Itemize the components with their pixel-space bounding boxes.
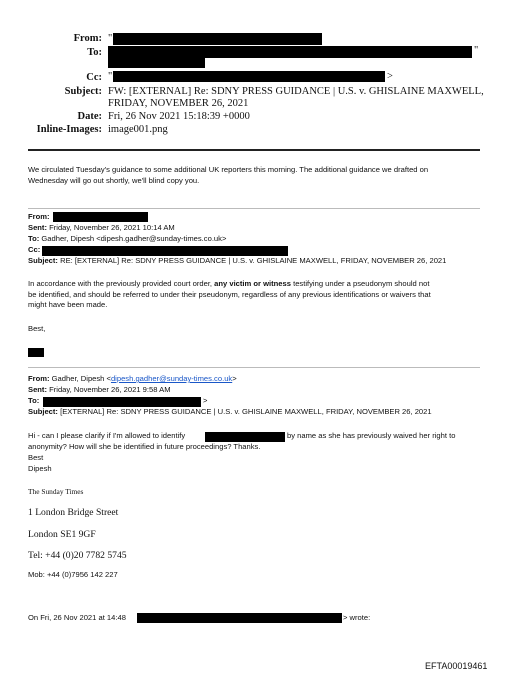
signature-org: The Sunday Times [28,487,84,496]
msg2-from-name: Gadher, Dipesh < [51,374,111,383]
header-from-label: From: [73,33,102,44]
quote-prefix: On Fri, 26 Nov 2021 at 14:48 [28,613,126,622]
msg2-to-row [28,396,39,407]
header-subject-label: Subject: [64,86,102,97]
msg2-to-label: To: [28,396,40,405]
msg1-to-row [28,234,226,245]
header-inline-images-value: image001.png [108,124,168,135]
header-inline-images-label: Inline-Images: [36,124,102,135]
msg1-cc-label: Cc: [28,245,41,254]
msg1-body-text-a: In accordance with the previously provided court order, [28,279,215,288]
msg1-body-line-2: be identified, and should be referred to under their pseudonym, regardless of any previous identifications or waivers that [28,289,431,299]
msg1-body-emphasis: any victim or witness [214,279,291,288]
header-subject-line2: FRIDAY, NOVEMBER 26, 2021 [108,98,249,109]
intro-line-2: Wednesday will go out shortly, we'll blind copy you. [28,175,200,185]
header-date-value: Fri, 26 Nov 2021 15:18:39 +0000 [108,111,250,122]
msg2-body-line-2: anonymity? How will she be identified in future proceedings? Thanks. [28,442,261,451]
msg1-body [28,279,483,311]
msg1-to-value: Gadher, Dipesh <dipesh.gadher@sunday-times.co.uk> [41,234,227,243]
msg1-to-label: To: [28,234,40,243]
msg2-subject-row [28,407,432,418]
header-subject-line1: FW: [EXTERNAL] Re: SDNY PRESS GUIDANCE | U.S. v. GHISLAINE MAXWELL, [108,86,484,97]
redaction-from [113,33,322,45]
msg1-body-line-1 [28,279,483,290]
header-cc-label: Cc: [86,72,102,83]
msg2-sent-value: Friday, November 26, 2021 9:58 AM [49,385,171,394]
msg2-body-line-1a: Hi - can I please clarify if I'm allowed to identify [28,431,186,440]
header-to-label: To: [87,47,102,58]
header-cc-suffix: > [387,71,393,82]
msg1-sent-label: Sent: [28,223,47,232]
signature-address-1: 1 London Bridge Street [28,507,119,518]
msg1-closing: Best, [28,324,46,333]
redaction-to-2 [108,58,205,68]
msg2-best: Best [28,453,44,462]
msg1-cc-row [28,245,40,256]
header-to-suffix: " [474,45,479,56]
redaction-msg1-signature [28,348,44,357]
message2-divider [28,367,480,368]
redaction-msg1-cc [42,246,288,256]
msg2-subject-value: [EXTERNAL] Re: SDNY PRESS GUIDANCE | U.S. v. GHISLAINE MAXWELL, FRIDAY, NOVEMBER 26, 2021 [60,407,432,416]
msg2-subject-label: Subject: [28,407,58,416]
redaction-quote-sender [137,613,342,623]
redaction-msg2-name [205,432,285,442]
header-cc-prefix: " [108,71,113,82]
redaction-msg1-from [53,212,148,222]
header-from-prefix: " [108,33,113,44]
msg1-subject-row [28,256,446,267]
msg2-name: Dipesh [28,464,52,473]
intro-paragraph [28,165,483,186]
msg2-body-line-1b: by name as she has previously waived her right to [287,431,456,440]
signature-mob: Mob: +44 (0)7956 142 227 [28,570,118,579]
msg1-from-row [28,212,50,223]
redaction-cc [113,71,385,82]
redaction-msg2-to [43,397,201,407]
msg1-subject-label: Subject: [28,256,58,265]
redaction-to-1 [108,46,472,58]
message1-divider [28,208,480,209]
intro-line-1: We circulated Tuesday's guidance to some additional UK reporters this morning. The additional guidance we drafted on [28,165,429,174]
msg2-from-close: > [232,374,237,383]
document-id: EFTA00019461 [425,661,488,671]
msg1-from-label: From: [28,212,50,221]
signature-address-2: London SE1 9GF [28,529,96,540]
msg2-from-row [28,374,237,385]
msg2-from-email-link[interactable]: dipesh.gadher@sunday-times.co.uk [110,374,233,383]
msg1-sent-value: Friday, November 26, 2021 10:14 AM [49,223,175,232]
msg1-sent-row [28,223,175,234]
signature-tel: Tel: +44 (0)20 7782 5745 [28,550,127,561]
msg2-from-label: From: [28,374,50,383]
msg2-sent-row [28,385,171,396]
msg1-body-text-b: testifying under a pseudonym should not [290,279,430,288]
msg1-body-line-3: might have been made. [28,300,108,310]
header-divider [28,149,480,151]
quote-suffix: > wrote: [343,613,371,622]
header-date-label: Date: [77,111,102,122]
msg1-subject-value: RE: [EXTERNAL] Re: SDNY PRESS GUIDANCE | U.S. v. GHISLAINE MAXWELL, FRIDAY, NOVEMBER 26, 2021 [60,256,447,265]
msg2-sent-label: Sent: [28,385,47,394]
msg2-to-suffix: > [203,396,208,405]
